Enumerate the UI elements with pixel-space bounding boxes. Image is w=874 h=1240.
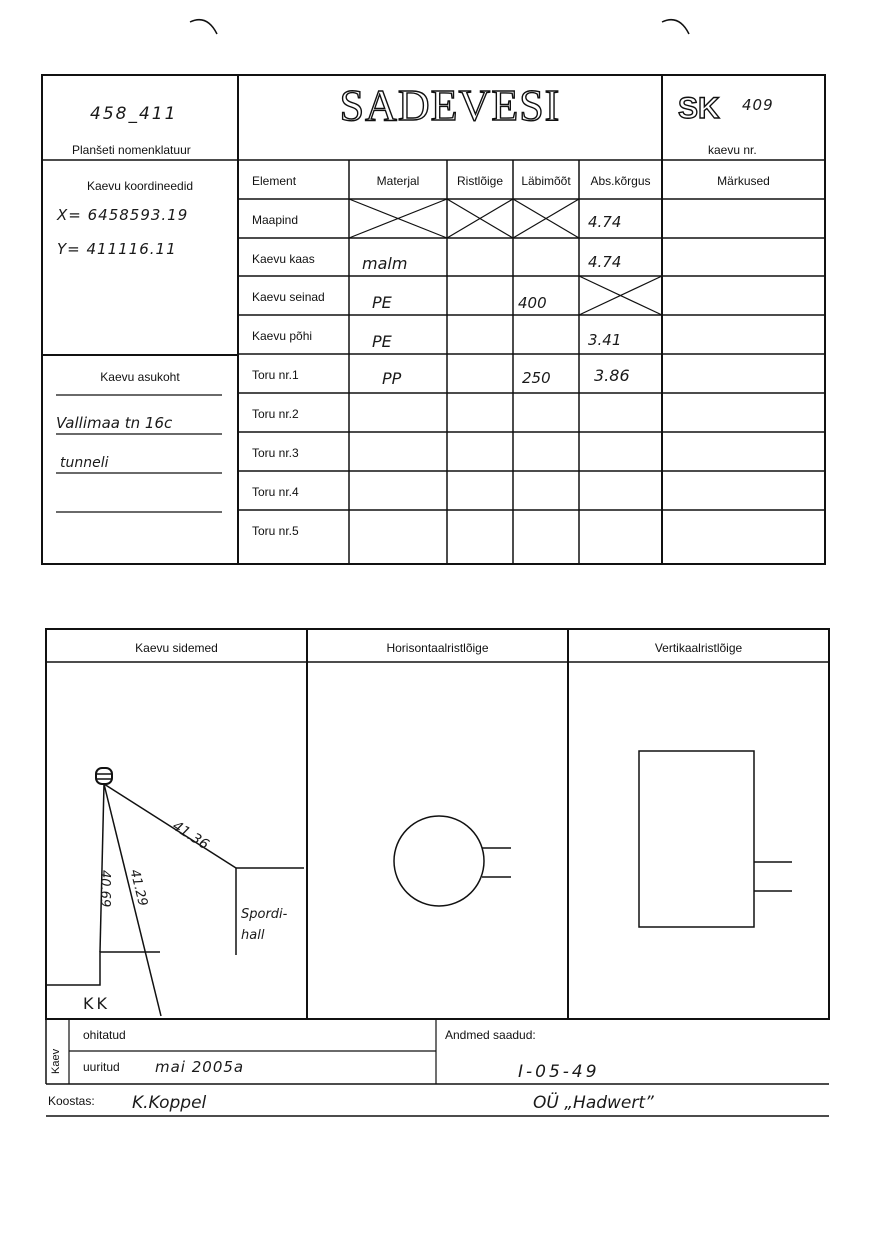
kk-label: KK: [83, 994, 110, 1013]
uuritud-value: mai 2005a: [155, 1058, 245, 1076]
andmed-value: I-05-49: [518, 1062, 600, 1082]
well-number: 409: [742, 96, 774, 114]
side-label-kaev: Kaev: [50, 1048, 62, 1074]
distance-label-1: 41.36: [169, 818, 212, 854]
row-element: Toru nr.2: [252, 407, 299, 421]
coordinate-y: Y= 411116.11: [57, 240, 177, 258]
row-element: Kaevu seinad: [252, 290, 325, 304]
row-element: Maapind: [252, 213, 299, 227]
ohitatud-label: ohitatud: [83, 1028, 126, 1042]
well-label: kaevu nr.: [708, 143, 757, 157]
location-label: Kaevu asukoht: [100, 370, 180, 384]
distance-label-2: 41.29: [126, 868, 151, 908]
row-material: PP: [382, 369, 402, 388]
panel-label-sidemed: Kaevu sidemed: [135, 641, 218, 655]
page-title: SADEVESI: [339, 81, 561, 130]
row-abs: 3.41: [588, 331, 622, 349]
koostas-label: Koostas:: [48, 1094, 95, 1108]
punch-mark-right: [662, 20, 689, 34]
panel-label-vertical: Vertikaalristlõige: [654, 641, 743, 655]
row-material: PE: [372, 332, 392, 351]
row-element: Toru nr.5: [252, 524, 299, 538]
row-element: Toru nr.4: [252, 485, 299, 499]
distance-label-3: 40.69: [97, 870, 112, 908]
location-line1: Vallimaa tn 16c: [56, 414, 173, 432]
header-ristloige: Ristlõige: [456, 174, 504, 188]
andmed-label: Andmed saadud:: [445, 1028, 536, 1042]
row-labimoot: 250: [522, 369, 551, 387]
row-material: PE: [372, 293, 392, 312]
row-abs: 3.86: [594, 366, 630, 385]
row-material: malm: [362, 254, 408, 273]
location-line2: tunneli: [60, 455, 109, 471]
horizontal-section-circle: [394, 816, 484, 906]
punch-mark-left: [190, 20, 217, 34]
header-material: Materjal: [376, 174, 420, 188]
building-label: Spordi-hall: [241, 907, 288, 943]
coordinates-label: Kaevu koordineedid: [86, 179, 194, 193]
header-element: Element: [252, 174, 297, 188]
manhole-symbol: [96, 768, 112, 784]
row-labimoot: 400: [518, 294, 547, 312]
coordinate-x: X= 6458593.19: [57, 206, 189, 224]
company-name: OÜ „Hadwert”: [533, 1093, 654, 1113]
row-element: Kaevu kaas: [252, 252, 315, 266]
row-element: Toru nr.1: [252, 368, 299, 382]
planshet-label: Planšeti nomenklatuur: [72, 143, 191, 157]
header-labimoot: Läbimõõt: [521, 174, 571, 188]
vertical-section-rect: [639, 751, 754, 927]
header-remarks: Märkused: [717, 174, 770, 188]
well-code: SK: [678, 92, 720, 125]
header-abs: Abs.kõrgus: [590, 174, 651, 188]
row-abs: 4.74: [588, 253, 622, 271]
row-abs: 4.74: [588, 213, 622, 231]
koostas-value: K.Koppel: [132, 1093, 207, 1113]
site-sketch: [46, 768, 304, 1016]
row-element: Toru nr.3: [252, 446, 299, 460]
uuritud-label: uuritud: [83, 1060, 120, 1074]
sketch-frame: [46, 629, 829, 1019]
panel-label-horizontal: Horisontaalristlõige: [386, 641, 489, 655]
planshet-number: 458_411: [90, 104, 178, 124]
row-element: Kaevu põhi: [252, 329, 313, 343]
